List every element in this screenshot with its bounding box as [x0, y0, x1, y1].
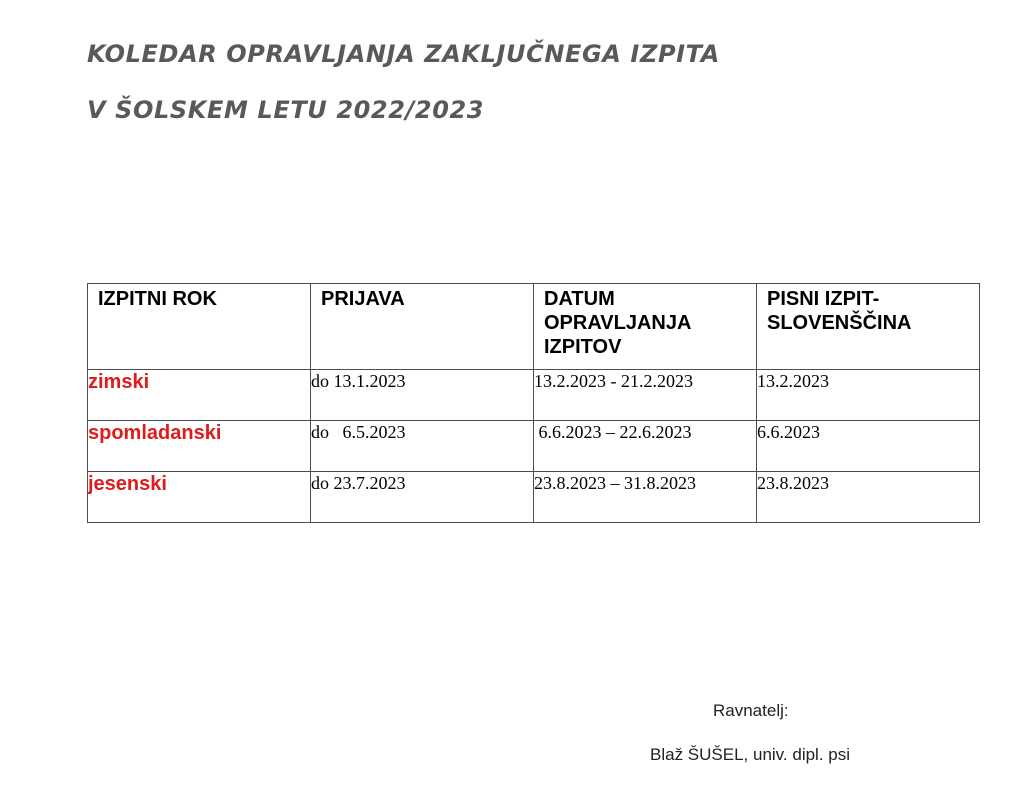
table-row: [88, 370, 980, 421]
signature-role: Ravnatelj:: [713, 701, 789, 720]
slovene-written-cell: 13.2.2023: [757, 370, 980, 421]
registration-cell: do 23.7.2023: [311, 472, 534, 523]
exam-dates-cell: 6.6.2023 – 22.6.2023: [534, 421, 757, 472]
exam-schedule-table: [87, 283, 980, 523]
exam-period-cell: jesenski: [88, 472, 311, 523]
exam-dates-cell: 23.8.2023 – 31.8.2023: [534, 472, 757, 523]
exam-dates-cell: 13.2.2023 - 21.2.2023: [534, 370, 757, 421]
registration-cell: do 6.5.2023: [311, 421, 534, 472]
slovene-written-cell: 6.6.2023: [757, 421, 980, 472]
header-exam-dates: DATUM OPRAVLJANJA IZPITOV: [534, 284, 757, 370]
table-header-row: [88, 284, 980, 370]
table-row: [88, 421, 980, 472]
signature-name: Blaž ŠUŠEL, univ. dipl. psi: [650, 745, 850, 764]
exam-period-cell: spomladanski: [88, 421, 311, 472]
registration-cell: do 13.1.2023: [311, 370, 534, 421]
document-title-line-2: V ŠOLSKEM LETU 2022/2023: [87, 96, 485, 124]
header-slovene-written-exam: PISNI IZPIT-SLOVENŠČINA: [757, 284, 980, 370]
document-title-line-1: KOLEDAR OPRAVLJANJA ZAKLJUČNEGA IZPITA: [87, 40, 720, 68]
slovene-written-cell: 23.8.2023: [757, 472, 980, 523]
header-registration: PRIJAVA: [311, 284, 534, 370]
exam-period-cell: zimski: [88, 370, 311, 421]
header-exam-period: IZPITNI ROK: [88, 284, 311, 370]
table-row: [88, 472, 980, 523]
